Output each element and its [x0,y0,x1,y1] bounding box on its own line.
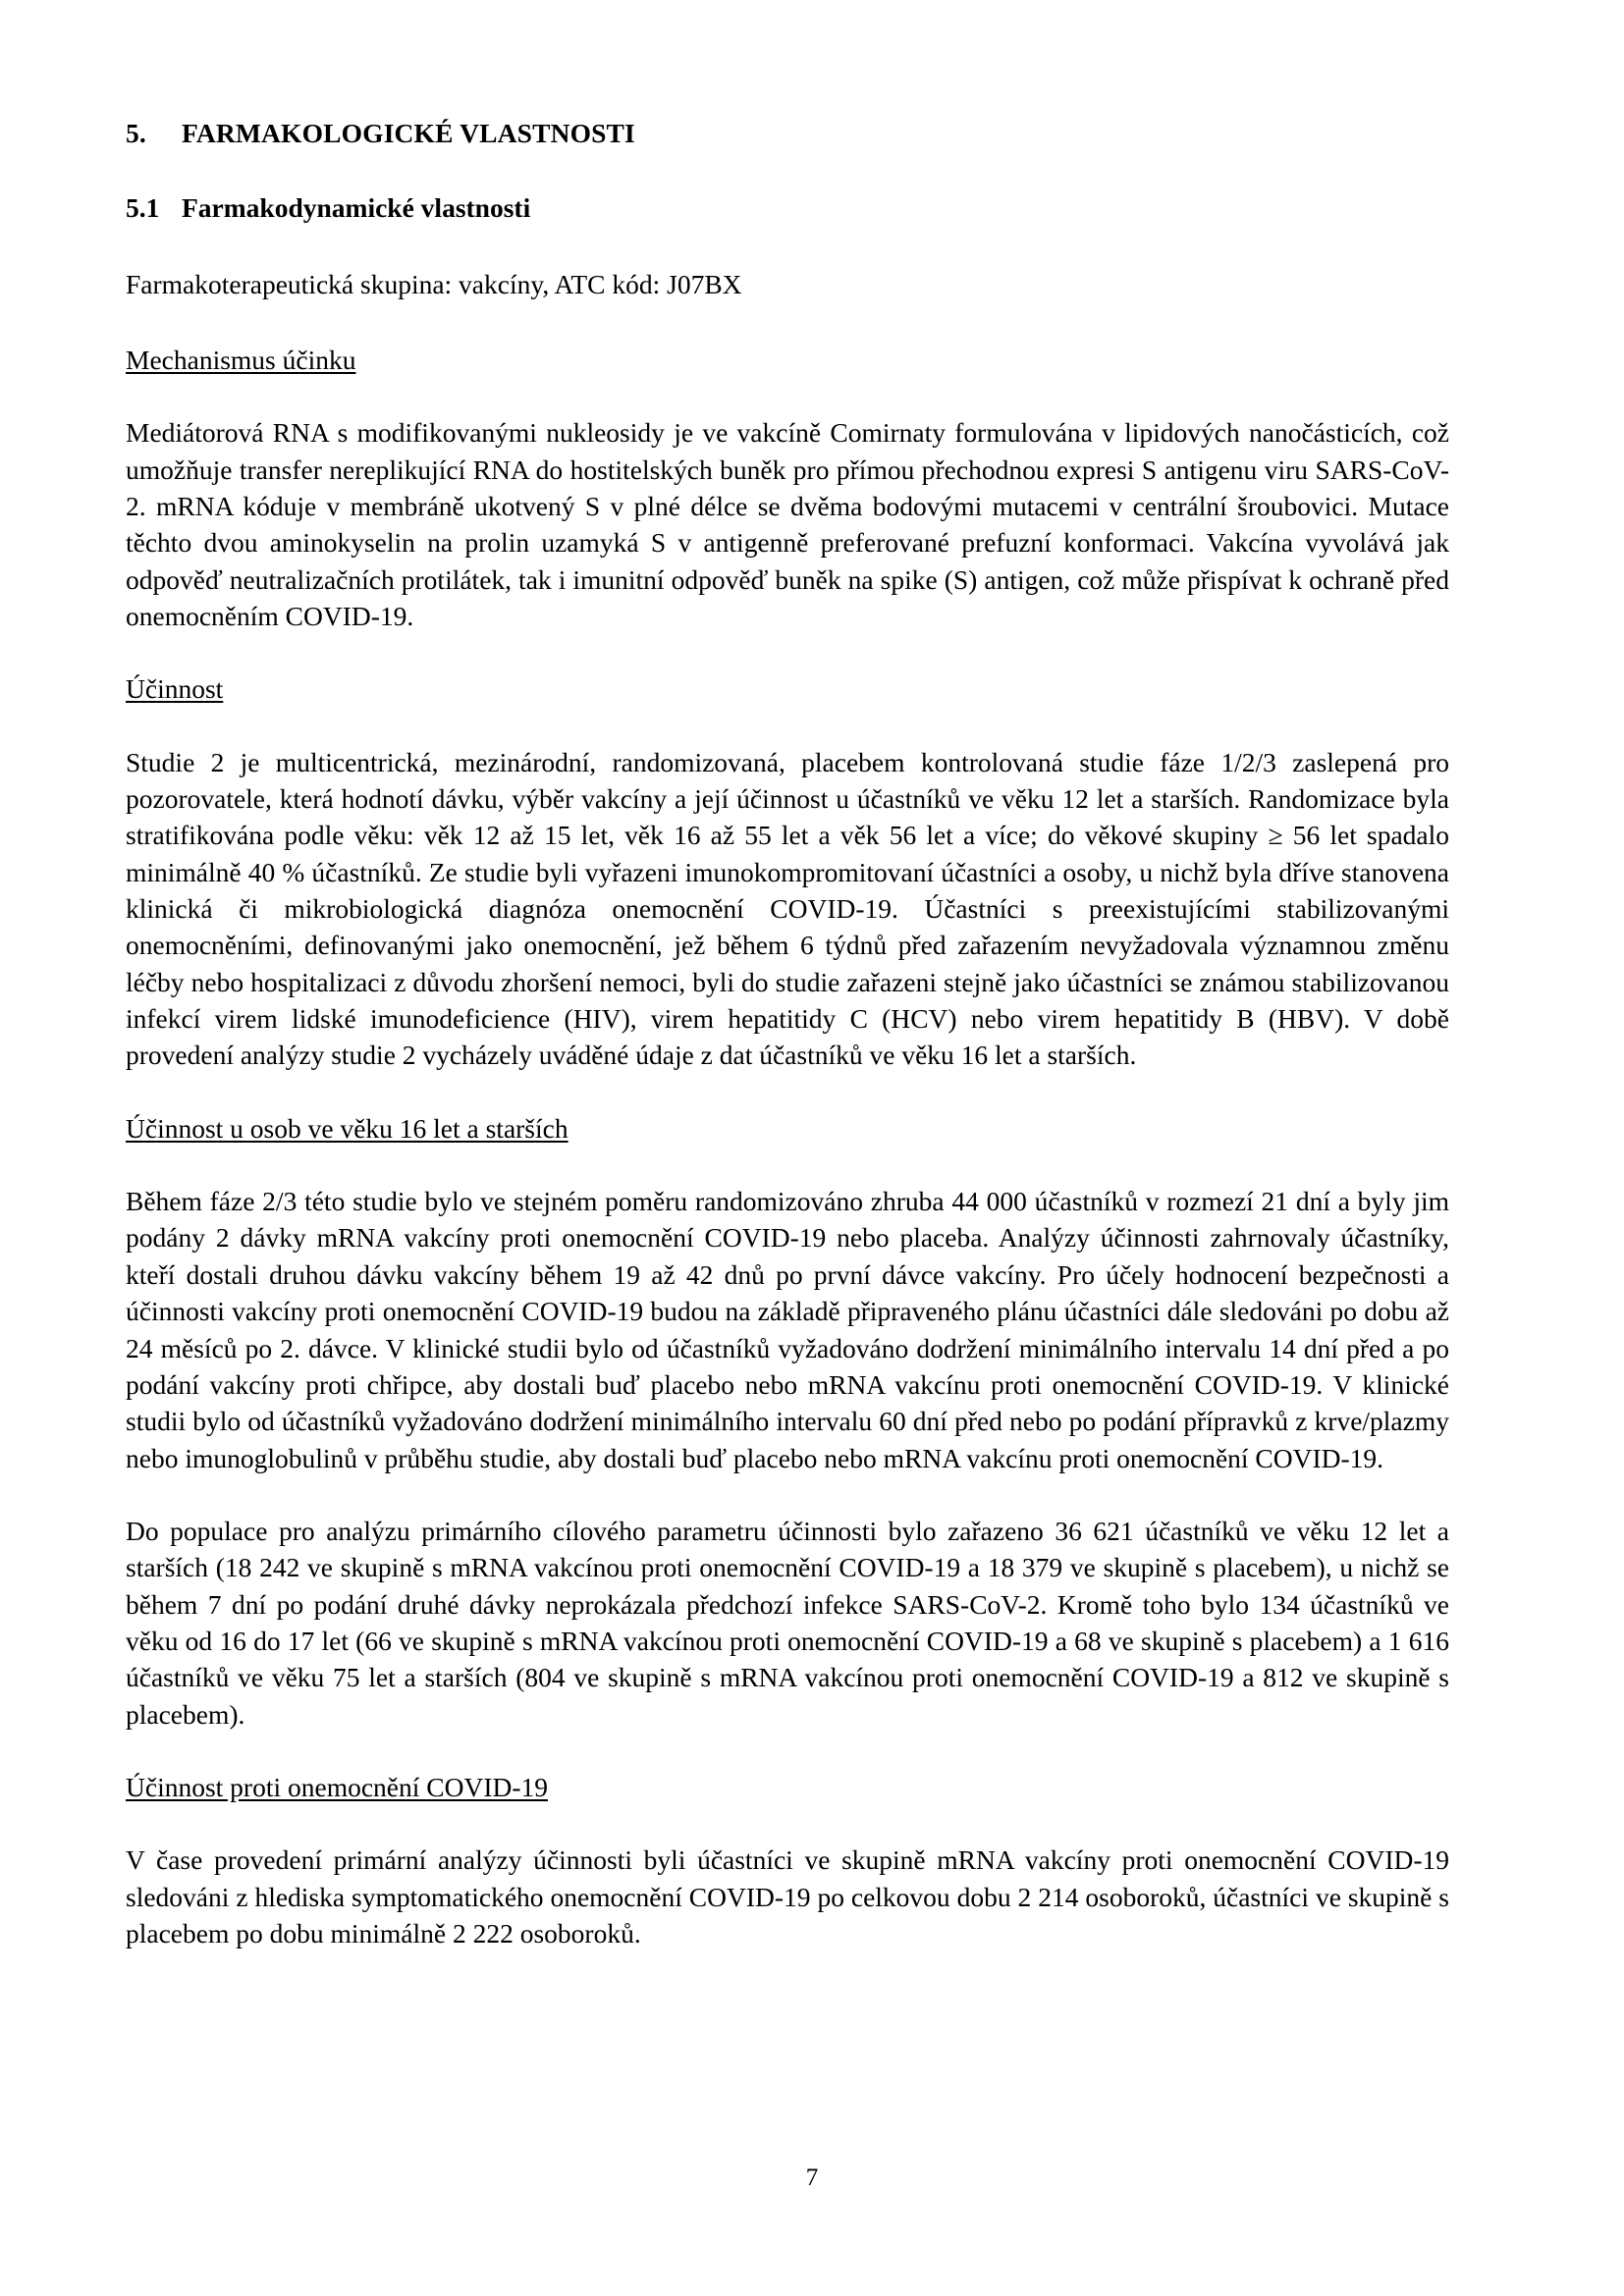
spacer [126,634,1449,670]
heading-efficacy-label: Účinnost [126,673,224,705]
section-title: FARMAKOLOGICKÉ VLASTNOSTI [182,118,635,148]
paragraph-mechanism-of-action: Mediátorová RNA s modifikovanými nukleosidy je ve vakcíně Comirnaty formulována v lipidových nanočásticích, což umožňuje transfer nereplikující RNA do hostitelských buněk pro přímou přechodnou expresi S antigenu viru SARS-CoV-2. mRNA kóduje v membráně ukotvený S v plné délce se dvěma bodovými mutacemi v centrální šroubovici. Mutace těchto dvou aminokyselin na prolin uzamyká S v antigenně preferované prefuzní konformaci. Vakcína vyvolává jak odpověď neutralizačních protilátek, tak i imunitní odpověď buněk na spike (S) antigen, což může přispívat k ochraně před onemocněním COVID-19. [126,417,1449,631]
spacer [126,302,1449,342]
heading-efficacy-against-covid19-label: Účinnost proti onemocnění COVID-19 [126,1771,548,1802]
section-number: 5. [126,118,146,148]
heading-mechanism-of-action [126,342,1449,378]
heading-efficacy [126,670,1449,707]
page-content [126,116,1449,1951]
heading-efficacy-against-covid19 [126,1769,1449,1805]
heading-efficacy-16-and-older-label: Účinnost u osob ve věku 16 let a starších [126,1112,568,1144]
subsection-heading [126,190,1449,226]
paragraph-phase-2-3: Během fáze 2/3 této studie bylo ve stejném poměru randomizováno zhruba 44 000 účastníků v rozmezí 21 dní a byly jim podány 2 dávky mRNA vakcíny proti onemocnění COVID-19 nebo placeba. Analýzy účinnosti zahrnovaly účastníky, kteří dostali druhou dávku vakcíny během 19 až 42 dnů po první dávce vakcíny. Pro účely hodnocení bezpečnosti a účinnosti vakcíny proti onemocnění COVID-19 budou na základě připraveného plánu účastníci dále sledováni po dobu až 24 měsíců po 2. dávce. V klinické studii bylo od účastníků vyžadováno dodržení minimálního intervalu 14 dní před a po podání vakcíny proti chřipce, aby dostali buď placebo nebo mRNA vakcínu proti onemocnění COVID-19. V klinické studii bylo od účastníků vyžadováno dodržení minimálního intervalu 60 dní před nebo po podání přípravků z krve/plazmy nebo imunoglobulinů v průběhu studie, aby dostali buď placebo nebo mRNA vakcínu proti onemocnění COVID-19. [126,1186,1449,1473]
spacer [126,1733,1449,1769]
subsection-title: Farmakodynamické vlastnosti [182,192,531,224]
atc-group-line: Farmakoterapeutická skupina: vakcíny, ATC kód: J07BX [126,268,742,299]
section-heading [126,116,1449,151]
spacer [126,708,1449,744]
spacer [126,1074,1449,1110]
spacer [126,1147,1449,1183]
paragraph-efficacy-against-covid19: V čase provedení primární analýzy účinnosti byli účastníci ve skupině mRNA vakcíny proti onemocnění COVID-19 sledováni z hlediska symptomatického onemocnění COVID-19 po celkovou dobu 2 214 osoboroků, účastníci ve skupině s placebem po dobu minimálně 2 222 osoboroků. [126,1844,1449,1949]
paragraph-primary-endpoint-population: Do populace pro analýzu primárního cílového parametru účinnosti bylo zařazeno 36 621 účastníků ve věku 12 let a starších (18 242 ve skupině s mRNA vakcínou proti onemocnění COVID-19 a 18 379 ve skupině s placebem), u nichž se během 7 dní po podání druhé dávky neprokázala předchozí infekce SARS-CoV-2. Kromě toho bylo 134 účastníků ve věku od 16 do 17 let (66 ve skupině s mRNA vakcínou proti onemocnění COVID-19 a 68 ve skupině s placebem) a 1 616 účastníků ve věku 75 let a starších (804 ve skupině s mRNA vakcínou proti onemocnění COVID-19 a 812 ve skupině s placebem). [126,1515,1449,1730]
spacer [126,1476,1449,1513]
spacer [126,378,1449,414]
spacer [126,151,1449,190]
spacer [126,1805,1449,1842]
page-number: 7 [805,2164,819,2191]
spacer [126,227,1449,266]
heading-efficacy-16-and-older [126,1110,1449,1147]
paragraph-study-2: Studie 2 je multicentrická, mezinárodní, randomizovaná, placebem kontrolovaná studie fáze 1/2/3 zaslepená pro pozorovatele, která hodnotí dávku, výběr vakcíny a její účinnost u účastníků ve věku 12 let a starších. Randomizace byla stratifikována podle věku: věk 12 až 15 let, věk 16 až 55 let a věk 56 let a více; do věkové skupiny ≥ 56 let spadalo minimálně 40 % účastníků. Ze studie byli vyřazeni imunokompromitovaní účastníci a osoby, u nichž byla dříve stanovena klinická či mikrobiologická diagnóza onemocnění COVID-19. Účastníci s preexistujícími stabilizovanými onemocněními, definovanými jako onemocnění, jež během 6 týdnů před zařazením nevyžadovala významnou změnu léčby nebo hospitalizaci z důvodu zhoršení nemoci, byli do studie zařazeni stejně jako účastníci se známou stabilizovanou infekcí virem lidské imunodeficience (HIV), virem hepatitidy C (HCV) nebo virem hepatitidy B (HBV). V době provedení analýzy studie 2 vycházely uváděné údaje z dat účastníků ve věku 16 let a starších. [126,746,1449,1071]
heading-mechanism-of-action-label: Mechanismus účinku [126,344,356,375]
subsection-number: 5.1 [126,192,160,224]
